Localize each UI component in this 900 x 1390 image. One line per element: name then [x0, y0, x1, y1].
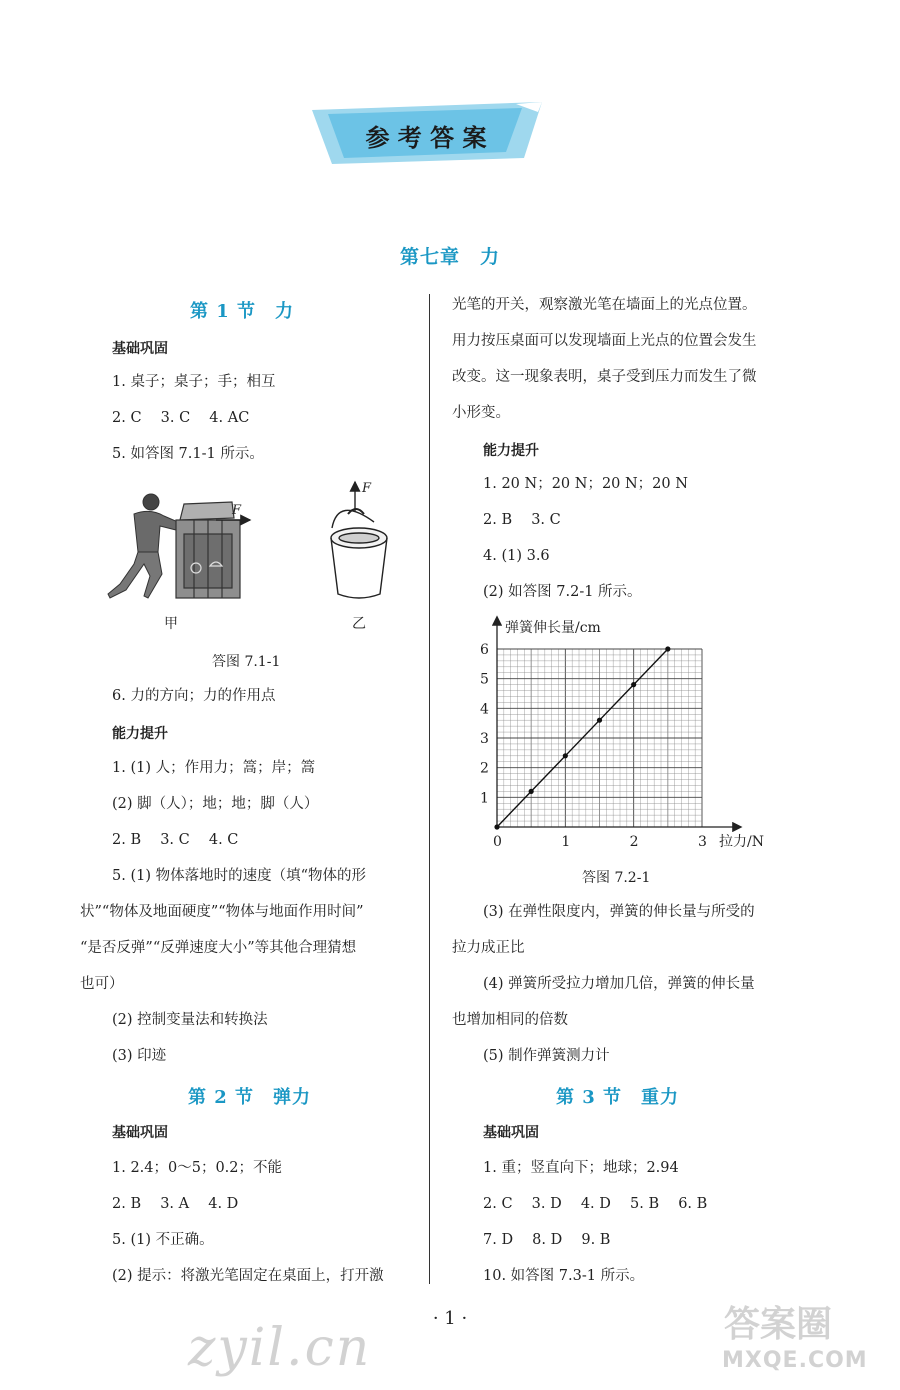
s1-ability-q2-4: 2. B 3. C 4. C: [112, 832, 239, 848]
section-3-basic-heading: 基础巩固: [483, 1125, 539, 1141]
s1-basic-q6: 6. 力的方向；力的作用点: [112, 688, 276, 704]
s1-ability-q5-2: (2) 控制变量法和转换法: [112, 1012, 268, 1028]
s1-ability-q1: 1. (1) 人；作用力；篙；岸；篙: [112, 760, 316, 776]
s2-q5-cont-line4: 小形变。: [452, 405, 510, 421]
s1-ability-q1-2: (2) 脚（人）；地；地；脚（人）: [112, 796, 319, 812]
s2-basic-q1: 1. 2.4；0～5；0.2；不能: [112, 1160, 283, 1176]
y-tick-label: 2: [480, 760, 489, 777]
column-divider: [429, 294, 430, 1284]
force-label-jia: F: [232, 503, 242, 518]
section-1-basic-heading: 基础巩固: [112, 341, 168, 357]
s2-basic-q5: 5. (1) 不正确。: [112, 1232, 214, 1248]
s3-basic-q1: 1. 重；竖直向下；地球；2.94: [483, 1160, 679, 1176]
s2-q5-cont-line2: 用力按压桌面可以发现墙面上光点的位置会发生: [452, 333, 757, 349]
chart-y-axis-label: 弹簧伸长量/cm: [505, 620, 601, 636]
s1-ability-q5-line1: 5. (1) 物体落地时的速度（填“物体的形: [112, 868, 367, 884]
watermark-right-bottom: MXQE.COM: [722, 1348, 868, 1373]
data-point: [631, 682, 636, 687]
watermark-left: zyil.cn: [188, 1318, 372, 1378]
x-tick-label: 3: [698, 834, 707, 850]
y-tick-label: 5: [480, 671, 489, 688]
section-2-ability-heading: 能力提升: [483, 443, 539, 459]
section-1-ability-heading: 能力提升: [112, 726, 168, 742]
y-tick-label: 4: [480, 701, 489, 718]
chart-ticks: [480, 642, 707, 850]
data-point: [494, 824, 499, 829]
fig1-label-jia: 甲: [164, 616, 178, 632]
s2-ability-q2-3: 2. B 3. C: [483, 512, 561, 528]
s1-basic-q5: 5. 如答图 7.1-1 所示。: [112, 446, 264, 462]
s3-basic-q10: 10. 如答图 7.3-1 所示。: [483, 1268, 645, 1284]
x-tick-label: 0: [493, 834, 502, 850]
s1-ability-q5-3: (3) 印迹: [112, 1048, 167, 1064]
chart-grid: [497, 649, 702, 827]
s1-basic-q2-4: 2. C 3. C 4. AC: [112, 410, 250, 426]
page-number: · 1 ·: [432, 1308, 468, 1329]
s2-ability-q4-3a: (3) 在弹性限度内，弹簧的伸长量与所受的: [483, 904, 755, 920]
y-tick-label: 6: [480, 642, 489, 658]
chart-x-axis-label: 拉力/N: [719, 834, 764, 850]
s2-ability-q4: 4. (1) 3.6: [483, 548, 550, 564]
section-2-basic-heading: 基础巩固: [112, 1125, 168, 1141]
chapter-title: 第七章 力: [399, 246, 500, 268]
s3-basic-q2-6: 2. C 3. D 4. D 5. B 6. B: [483, 1196, 708, 1212]
s3-basic-q7-9: 7. D 8. D 9. B: [483, 1232, 611, 1248]
s2-ability-q4-4a: (4) 弹簧所受拉力增加几倍，弹簧的伸长量: [483, 976, 755, 992]
bucket-icon: [331, 482, 387, 598]
box-icon: [176, 502, 240, 598]
s2-q5-cont-line3: 改变。这一现象表明，桌子受到压力而发生了微: [452, 369, 757, 385]
s2-ability-q1: 1. 20 N；20 N；20 N；20 N: [483, 476, 688, 492]
s2-basic-q5-2: (2) 提示：将激光笔固定在桌面上，打开激: [112, 1268, 384, 1284]
fig1-label-yi: 乙: [352, 616, 366, 632]
s1-ability-q5-line2: 状”“物体及地面硬度”“物体与地面作用时间”: [80, 904, 364, 920]
figure-7-1-1: [104, 478, 414, 638]
banner-title: 参 考 答 案: [365, 123, 487, 152]
fig1-caption: 答图 7.1-1: [212, 654, 281, 670]
s2-ability-q4-4b: 也增加相同的倍数: [452, 1012, 568, 1028]
person-pushing-icon: [108, 494, 178, 598]
s2-ability-q4-3b: 拉力成正比: [452, 940, 525, 956]
data-point: [529, 789, 534, 794]
watermark-right-top: 答案圈: [724, 1304, 833, 1345]
data-point: [665, 646, 670, 651]
s2-ability-q4-5: (5) 制作弹簧测力计: [483, 1048, 610, 1064]
fig2-caption: 答图 7.2-1: [582, 870, 651, 886]
force-label-yi: F: [362, 481, 372, 496]
answer-banner: [310, 100, 542, 164]
x-tick-label: 2: [629, 834, 639, 850]
figure-7-1-1-drawing: [104, 478, 414, 638]
data-point: [597, 718, 602, 723]
s1-ability-q5-line4: 也可）: [80, 976, 124, 992]
data-point: [563, 753, 568, 758]
s1-ability-q5-line3: “是否反弹”“反弹速度大小”等其他合理猜想: [80, 940, 357, 956]
s2-q5-cont-line1: 光笔的开关，观察激光笔在墙面上的光点位置。: [452, 297, 757, 313]
y-tick-label: 3: [480, 731, 489, 747]
spring-extension-chart: [470, 612, 780, 857]
section-1-title: 第 1 节 力: [190, 301, 295, 322]
s2-ability-q4-2: (2) 如答图 7.2-1 所示。: [483, 584, 642, 600]
y-tick-label: 1: [480, 790, 489, 807]
s2-basic-q2-4: 2. B 3. A 4. D: [112, 1196, 239, 1212]
s1-basic-q1: 1. 桌子；桌子；手；相互: [112, 374, 276, 390]
section-3-title: 第 3 节 重力: [556, 1087, 680, 1108]
section-2-title: 第 2 节 弹力: [188, 1087, 312, 1108]
x-tick-label: 1: [561, 834, 571, 850]
